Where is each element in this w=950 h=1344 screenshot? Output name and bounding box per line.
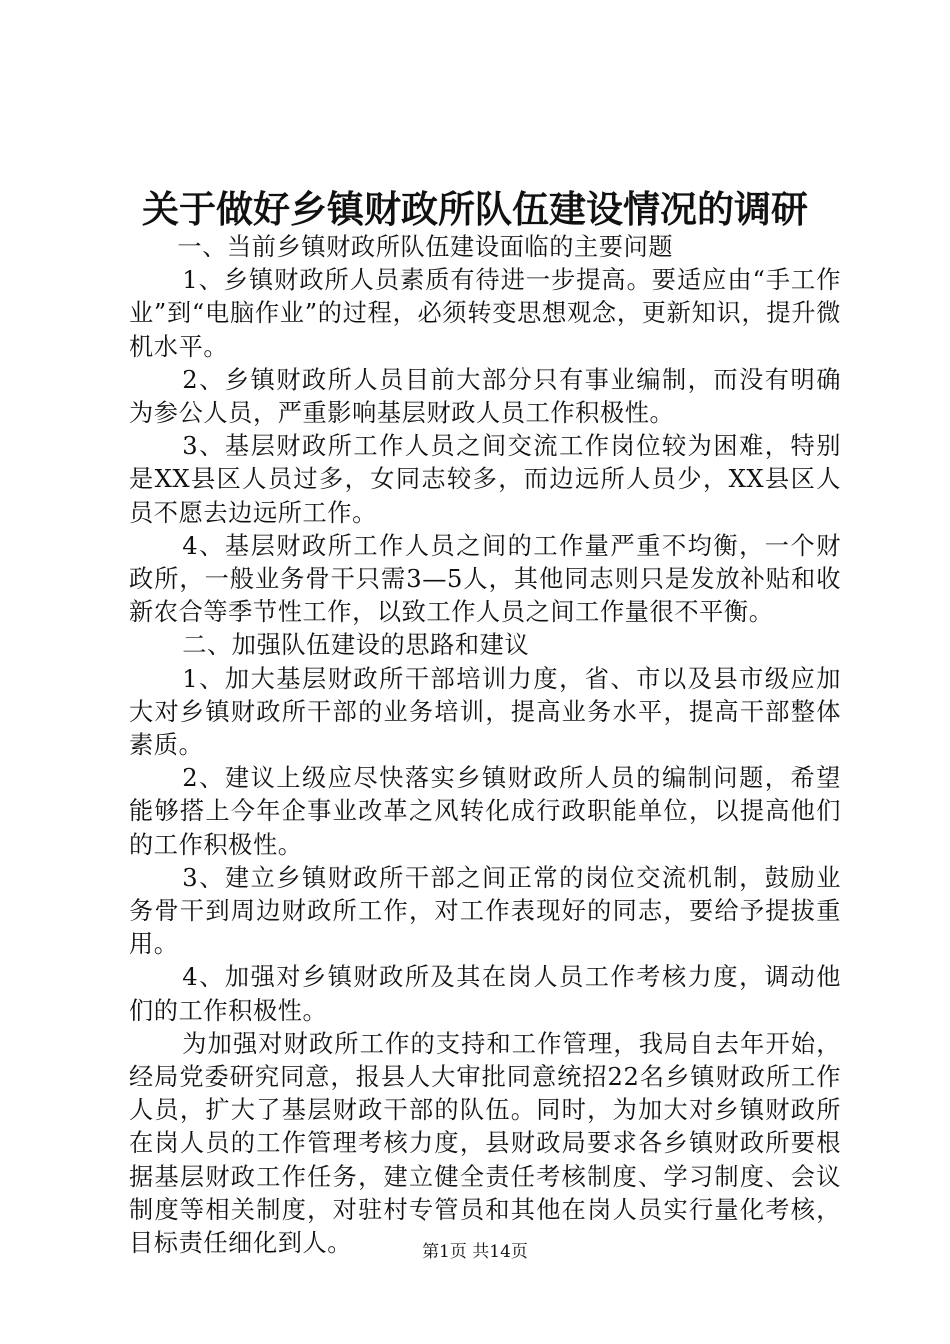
body-paragraph: 2、建议上级应尽快落实乡镇财政所人员的编制问题，希望能够搭上今年企事业改革之风转化成行政职能单位，以提高他们的工作积极性。 <box>129 764 841 859</box>
body-paragraph: 3、基层财政所工作人员之间交流工作岗位较为困难，特别是XX县区人员过多，女同志较多，而边远所人员少，XX县区人员不愿去边远所工作。 <box>129 432 841 527</box>
document-title: 关于做好乡镇财政所队伍建设情况的调研 <box>142 187 808 231</box>
body-paragraph: 4、基层财政所工作人员之间的工作量严重不均衡，一个财政所，一般业务骨干只需3—5人，其他同志则只是发放补贴和收新农合等季节性工作，以致工作人员之间工作量很不平衡。 <box>129 531 841 627</box>
body-paragraph: 为加强对财政所工作的支持和工作管理，我局自去年开始，经局党委研究同意，报县人大审批同意统招22名乡镇财政所工作人员，扩大了基层财政干部的队伍。同时，为加大对乡镇财政所在岗人员的工作管理考核力度，县财政局要求各乡镇财政所要根据基层财政工作任务，建立健全责任考核制度、学习制度、会议制度等相关制度，对驻村专管员和其他在岗人员实行量化考核，目标责任细化到人。 <box>129 1029 841 1258</box>
page-number-footer: 第1页 共14页 <box>422 1242 528 1262</box>
body-paragraph: 3、建立乡镇财政所干部之间正常的岗位交流机制，鼓励业务骨干到周边财政所工作，对工作表现好的同志，要给予提拔重用。 <box>129 863 841 959</box>
body-paragraph: 4、加强对乡镇财政所及其在岗人员工作考核力度，调动他们的工作积极性。 <box>129 963 841 1025</box>
section-heading-1: 一、当前乡镇财政所队伍建设面临的主要问题 <box>177 233 674 261</box>
body-paragraph: 2、乡镇财政所人员目前大部分只有事业编制，而没有明确为参公人员，严重影响基层财政人员工作积极性。 <box>129 365 841 428</box>
body-paragraph: 1、乡镇财政所人员素质有待进一步提高。要适应由“手工作业”到“电脑作业”的过程，必须转变思想观念，更新知识，提升微机水平。 <box>129 266 841 361</box>
section-heading-2: 二、加强队伍建设的思路和建议 <box>182 631 530 660</box>
document-body <box>129 231 841 1260</box>
body-paragraph: 1、加大基层财政所干部培训力度，省、市以及县市级应加大对乡镇财政所干部的业务培训，提高业务水平，提高干部整体素质。 <box>129 664 841 760</box>
